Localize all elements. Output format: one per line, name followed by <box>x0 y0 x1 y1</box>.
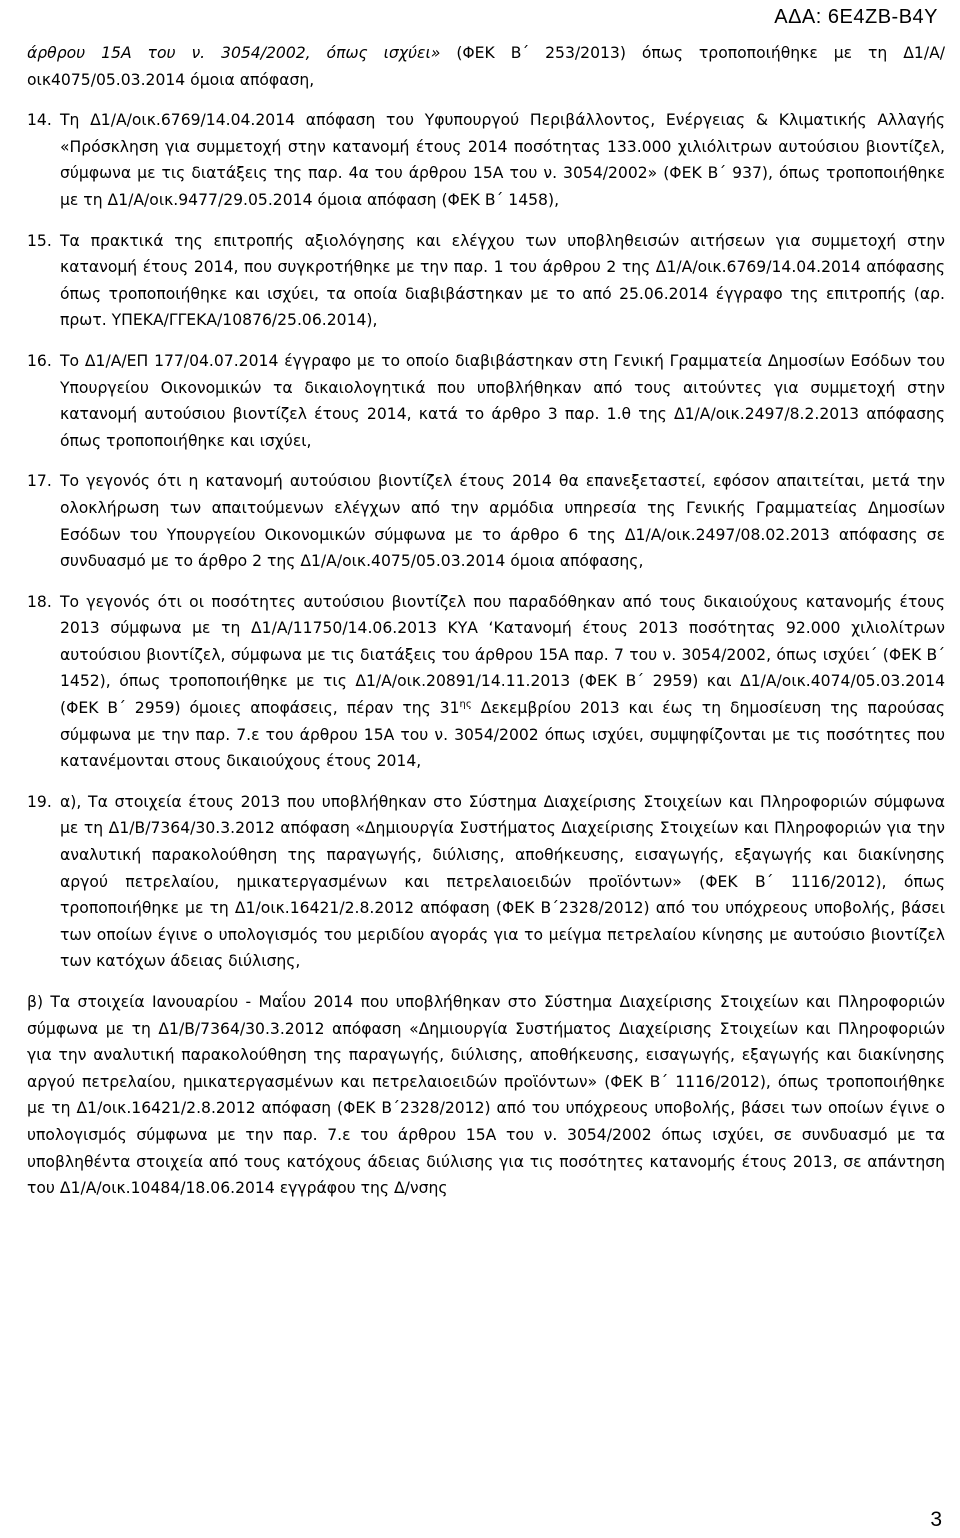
list-item-15 <box>27 228 945 334</box>
intro-text: (ΦΕΚ Β΄ 253/2013) όπως τροποποιήθηκε με τη Δ1/Α/οικ4075/05.03.2014 όμοια απόφαση, <box>27 44 945 89</box>
list-item-16 <box>27 348 945 454</box>
item-text: Τη Δ1/Α/οικ.6769/14.04.2014 απόφαση του Υφυπουργού Περιβάλλοντος, Ενέργειας & Κλιματικής Αλλαγής «Πρόσκληση για συμμετοχή στην κατανομή έτους 2014 ποσότητας 133.000 χιλιόλιτρων αυτούσιου βιοντίζελ, σύμφωνα με τις διατάξεις της παρ. 4α του άρθρου 15Α του ν. 3054/2002» (ΦΕΚ Β΄ 937), όπως τροποποιήθηκε με τη Δ1/Α/οικ.9477/29.05.2014 όμοια απόφαση (ΦΕΚ Β΄ 1458), <box>60 111 945 209</box>
document-body <box>27 40 945 1202</box>
item-18-text-start: Το γεγονός ότι οι ποσότητες αυτούσιου βιοντίζελ που παραδόθηκαν από τους δικαιούχους κατανομής έτους 2013 σύμφωνα με τη Δ1/Α/11750/14.06.2013 ΚΥΑ ‘Κατανομή έτους 2013 ποσότητας 92.000 χιλιολίτρων αυτούσιου βιοντίζελ, σύμφωνα με τις διατάξεις του άρθρου 15Α παρ. 7 του ν. 3054/2002, όπως ισχύει΄ (ΦΕΚ Β΄ 1452), όπως τροποποιήθηκε με τις Δ1/Α/οικ.20891/14.11.2013 (ΦΕΚ Β΄ 2959) και Δ1/Α/οικ.4074/05.03.2014 (ΦΕΚ Β΄ 2959) όμοιες αποφάσεις, πέραν της 31 <box>60 592 945 718</box>
item-number: 17. <box>27 472 52 491</box>
ordinal-superscript: ης <box>459 698 472 710</box>
item-text: Τα πρακτικά της επιτροπής αξιολόγησης και ελέγχου των υποβληθεισών αιτήσεων για συμμετοχή στην κατανομή έτους 2014, που συγκροτήθηκε με την παρ. 1 του άρθρου 2 της Δ1/Α/οικ.6769/14.04.2014 απόφασης όπως τροποποιήθηκε και ισχύει, τα οποία διαβιβάστηκαν με το από 25.06.2014 έγγραφο της επιτροπής (αρ. πρωτ. ΥΠΕΚΑ/ΓΓΕΚΑ/10876/25.06.2014), <box>60 231 945 330</box>
item-text: Το Δ1/Α/ΕΠ 177/04.07.2014 έγγραφο με το οποίο διαβιβάστηκαν στη Γενική Γραμματεία Δημοσίων Εσόδων του Υπουργείου Οικονομικών τα δικαιολογητικά που υποβλήθηκαν από τους αιτούντες για συμμετοχή στην κατανομή αυτούσιου βιοντίζελ έτους 2014, κατά το άρθρο 3 παρ. 1.θ της Δ1/Α/οικ.2497/8.2.2013 απόφασης όπως τροποποιήθηκε και ισχύει, <box>60 351 945 450</box>
item-19-part-b: β) Τα στοιχεία Ιανουαρίου - Μαΐου 2014 που υποβλήθηκαν στο Σύστημα Διαχείρισης Στοιχείων και Πληροφοριών σύμφωνα με τη Δ1/Β/7364/30.3.2012 απόφαση «Δημιουργία Συστήματος Διαχείρισης Στοιχείων και Πληροφοριών για την αναλυτική παρακολούθηση της παραγωγής, διύλισης, αποθήκευσης, εισαγωγής, εξαγωγής και διακίνησης αργού πετρελαίου, ημικατεργασμένων και πετρελαιοειδών προϊόντων» (ΦΕΚ Β΄ 1116/2012), όπως τροποποιήθηκε με τη Δ1/οικ.16421/2.8.2012 απόφαση (ΦΕΚ Β΄2328/2012) από του υπόχρεους υποβολής, βάσει των οποίων έγινε ο υπολογισμός σύμφωνα με την παρ. 7.ε του άρθρου 15Α του ν. 3054/2002 όπως ισχύει, σε συνδυασμό με τα υποβληθέντα στοιχεία από τους κατόχους άδειας διύλισης για τις ποσότητες κατανομής έτους 2013, σε απάντηση του Δ1/Α/οικ.10484/18.06.2014 εγγράφου της Δ/νσης <box>27 993 945 1198</box>
item-text <box>60 589 945 775</box>
item-18-text-end: Δεκεμβρίου 2013 και έως τη δημοσίευση της παρούσας σύμφωνα με την παρ. 7.ε του άρθρου 15Α του ν. 3054/2002 όπως ισχύει, συμψηφίζονται με τις ποσότητες που κατανέμονται στους δικαιούχους έτους 2014, <box>60 699 946 771</box>
item-number: 19. <box>27 792 52 811</box>
list-item-14 <box>27 107 945 213</box>
item-number: 15. <box>27 231 52 250</box>
ada-code: ΑΔΑ: 6Ε4ΖΒ-Β4Υ <box>774 6 938 28</box>
list-item-17 <box>27 468 945 574</box>
item-number: 14. <box>27 111 52 130</box>
list-item-19 <box>27 789 945 975</box>
item-text: Το γεγονός ότι η κατανομή αυτούσιου βιοντίζελ έτους 2014 θα επανεξεταστεί, εφόσον απαιτείται, μετά την ολοκλήρωση των απαιτούμενων ελέγχων από την αρμόδια υπηρεσία της Γενικής Γραμματείας Δημοσίων Εσόδων του Υπουργείου Οικονομικών σύμφωνα με το άρθρο 6 της Δ1/Α/οικ.2497/08.02.2013 απόφασης σε συνδυασμό με το άρθρο 2 της Δ1/Α/οικ.4075/05.03.2014 όμοια απόφασης, <box>60 472 945 571</box>
item-number: 16. <box>27 351 52 370</box>
intro-italic-text: άρθρου 15Α του ν. 3054/2002, όπως ισχύει» <box>27 44 441 62</box>
list-item-18 <box>27 589 945 775</box>
item-text-part-a: α), Τα στοιχεία έτους 2013 που υποβλήθηκαν στο Σύστημα Διαχείρισης Στοιχείων και Πληροφοριών σύμφωνα με τη Δ1/Β/7364/30.3.2012 απόφαση «Δημιουργία Συστήματος Διαχείρισης Στοιχείων και Πληροφοριών για την αναλυτική παρακολούθηση της παραγωγής, διύλισης, αποθήκευσης, εισαγωγής, εξαγωγής και διακίνησης αργού πετρελαίου, ημικατεργασμένων και πετρελαιοειδών προϊόντων» (ΦΕΚ Β΄ 1116/2012), όπως τροποποιήθηκε με τη Δ1/οικ.16421/2.8.2012 απόφαση (ΦΕΚ Β΄2328/2012) από του υπόχρεους υποβολής, βάσει των οποίων έγινε ο υπολογισμός του μεριδίου αγοράς για το μείγμα πετρελαίου κίνησης με αυτούσιο βιοντίζελ των κατόχων άδειας διύλισης, <box>60 792 945 971</box>
item-number: 18. <box>27 592 52 611</box>
page-number: 3 <box>930 1508 942 1531</box>
intro-paragraph <box>27 40 945 93</box>
